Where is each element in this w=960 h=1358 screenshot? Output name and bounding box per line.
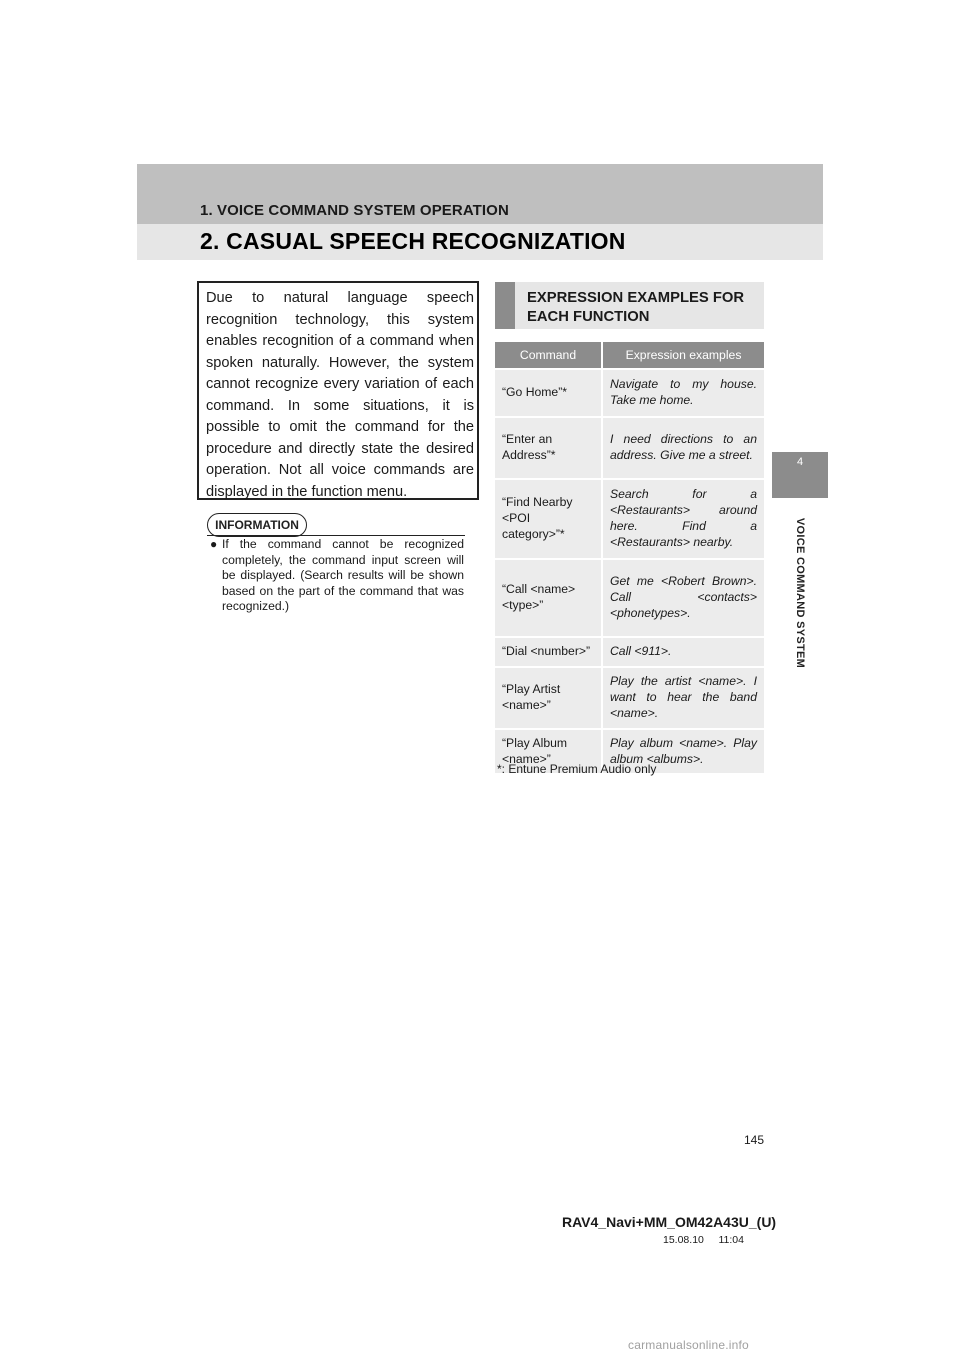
column-header-examples: Expression examples [602, 342, 764, 369]
intro-box: Due to natural language speech recognition technology, this system enables recognition of a command when spoken naturally. However, the system cannot recognize every variation of each command. In some situations, it is possible to omit the command for the procedure and directly state the desired operation. Not all voice commands are displayed in the function menu. [197, 281, 479, 500]
page-title: 2. CASUAL SPEECH RECOGNIZATION [200, 228, 626, 254]
expression-heading-bar [495, 282, 515, 329]
information-item [210, 537, 464, 615]
table-row [495, 417, 764, 479]
footnote: *: Entune Premium Audio only [497, 762, 657, 776]
table-row [495, 559, 764, 637]
document-date: 15.08.10 11:04 [663, 1234, 744, 1246]
examples-cell: Play the artist <name>. I want to hear the band <name>. [602, 667, 764, 729]
document-code: RAV4_Navi+MM_OM42A43U_(U) [562, 1214, 777, 1230]
page-number: 145 [744, 1133, 765, 1147]
expression-heading: EXPRESSION EXAMPLES FOR EACH FUNCTION [527, 290, 745, 325]
table-row [495, 369, 764, 417]
information-badge: INFORMATION [207, 513, 307, 537]
expression-table [495, 342, 764, 773]
bullet-icon: ● [210, 537, 218, 551]
command-cell: “Find Nearby <POI category>”* [495, 479, 602, 559]
information-rule [207, 535, 465, 536]
examples-cell: Search for a <Restaurants> around here. Find a <Restaurants> nearby. [602, 479, 764, 559]
chapter-tab-label-text: VOICE COMMAND SYSTEM [794, 517, 806, 669]
column-header-command: Command [495, 342, 602, 369]
watermark: carmanualsonline.info [628, 1338, 749, 1352]
examples-cell: Get me <Robert Brown>. Call <contacts> <phonetypes>. [602, 559, 764, 637]
table-row [495, 667, 764, 729]
command-cell: “Play Album <name>” [495, 729, 602, 773]
command-cell: “Call <name> <type>” [495, 559, 602, 637]
chapter-tab-label [772, 498, 828, 688]
chapter-tab-number: 4 [772, 452, 828, 498]
examples-cell: Play album <name>. Play album <albums>. [602, 729, 764, 773]
table-header-row [495, 342, 764, 369]
command-cell: “Dial <number>” [495, 637, 602, 667]
examples-cell: Call <911>. [602, 637, 764, 667]
section-label: 1. VOICE COMMAND SYSTEM OPERATION [200, 202, 509, 219]
examples-cell: Navigate to my house. Take me home. [602, 369, 764, 417]
command-cell: “Play Artist <name>” [495, 667, 602, 729]
command-cell: “Go Home”* [495, 369, 602, 417]
information-text: If the command cannot be recognized completely, the command input screen will be displayed. (Search results will be shown based on the part of the command that was recognized.) [222, 537, 464, 613]
table-row [495, 637, 764, 667]
examples-cell: I need directions to an address. Give me a street. [602, 417, 764, 479]
command-cell: “Enter an Address”* [495, 417, 602, 479]
table-row [495, 479, 764, 559]
